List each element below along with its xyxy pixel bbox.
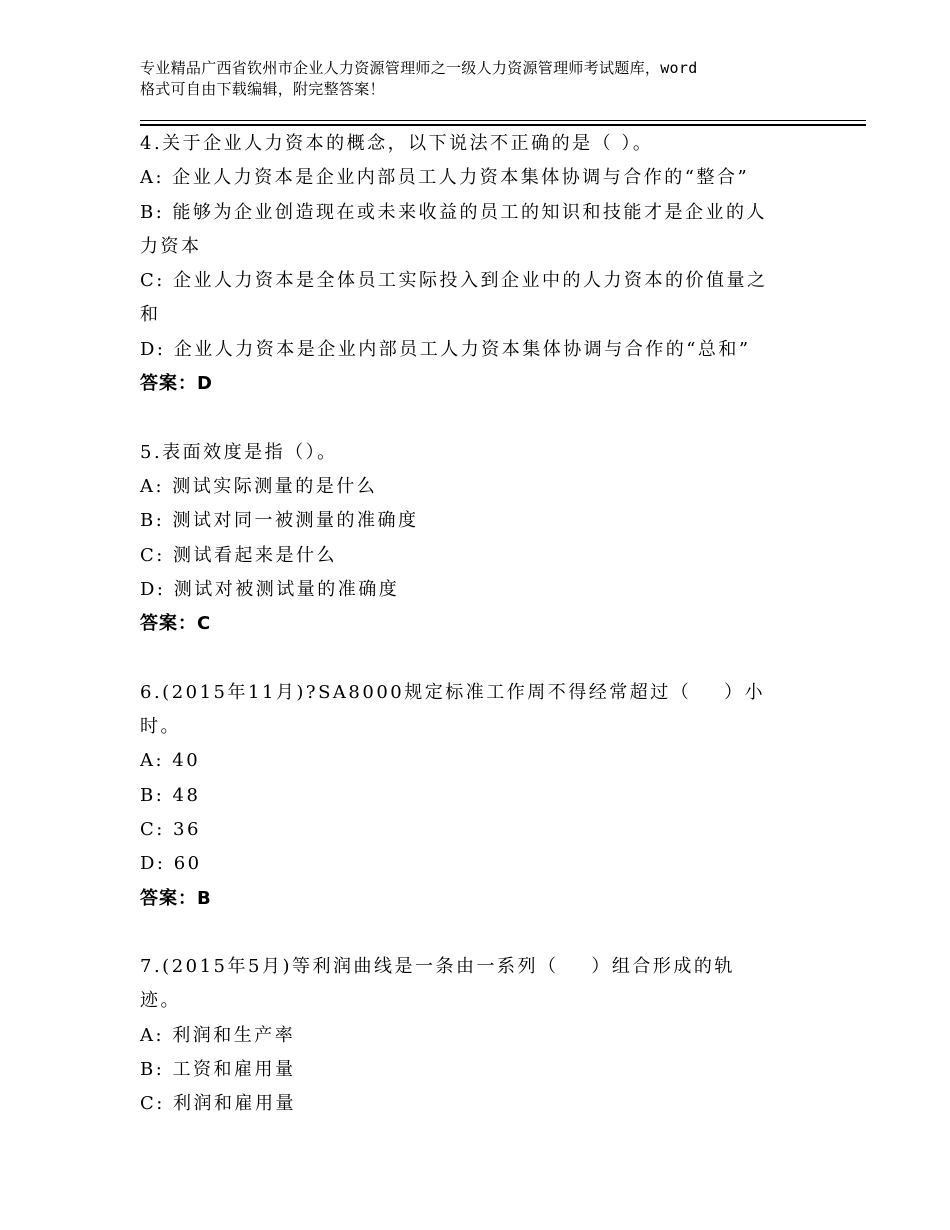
question-list	[140, 127, 820, 1122]
question-6-option-c: C: 36	[140, 818, 201, 840]
question-6-stem: 6.(2015年11月)?SA8000规定标准工作周不得经常超过（ ）小	[140, 681, 766, 703]
header-line-2: 格式可自由下载编辑，附完整答案！	[140, 80, 385, 98]
question-4	[140, 127, 820, 401]
question-6	[140, 676, 820, 916]
spacer	[140, 916, 820, 950]
question-4-option-b: B: 能够为企业创造现在或未来收益的员工的知识和技能才是企业的人	[140, 201, 768, 223]
header-divider-thin	[140, 120, 866, 121]
spacer	[140, 641, 820, 675]
question-7-option-c: C: 利润和雇用量	[140, 1093, 297, 1115]
question-5-answer: 答案：C	[140, 613, 212, 635]
question-4-option-d: D: 企业人力资本是企业内部员工人力资本集体协调与合作的“总和”	[140, 338, 751, 360]
question-7-option-b: B: 工资和雇用量	[140, 1059, 296, 1081]
question-7	[140, 950, 820, 1121]
question-4-stem: 4.关于企业人力资本的概念，以下说法不正确的是（ ）。	[140, 133, 654, 154]
question-6-stem-cont: 时。	[140, 716, 181, 738]
question-6-option-d: D: 60	[140, 853, 202, 875]
question-5	[140, 436, 820, 642]
question-5-option-a: A: 测试实际测量的是什么	[140, 475, 378, 497]
question-7-stem-cont: 迹。	[140, 990, 181, 1012]
question-4-answer: 答案：D	[140, 373, 213, 395]
question-4-option-c-cont: 和	[140, 304, 161, 326]
question-6-option-a: A: 40	[140, 750, 201, 772]
question-6-answer: 答案：B	[140, 887, 212, 909]
document-header	[140, 58, 840, 100]
header-divider-thick	[140, 124, 866, 126]
question-4-option-a: A: 企业人力资本是企业内部员工人力资本集体协调与合作的“整合”	[140, 167, 750, 189]
question-7-option-a: A: 利润和生产率	[140, 1024, 296, 1046]
question-4-option-c: C: 企业人力资本是全体员工实际投入到企业中的人力资本的价值量之	[140, 270, 768, 292]
header-line-1: 专业精品广西省钦州市企业人力资源管理师之一级人力资源管理师考试题库，word	[140, 59, 698, 77]
question-5-option-b: B: 测试对同一被测量的准确度	[140, 510, 419, 532]
spacer	[140, 401, 820, 435]
question-7-stem: 7.(2015年5月)等利润曲线是一条由一系列（ ）组合形成的轨	[140, 956, 735, 978]
question-5-stem: 5.表面效度是指（）。	[140, 441, 338, 463]
question-4-option-b-cont: 力资本	[140, 235, 202, 257]
question-5-option-d: D: 测试对被测试量的准确度	[140, 578, 400, 600]
question-6-option-b: B: 48	[140, 784, 201, 806]
question-5-option-c: C: 测试看起来是什么	[140, 544, 338, 566]
